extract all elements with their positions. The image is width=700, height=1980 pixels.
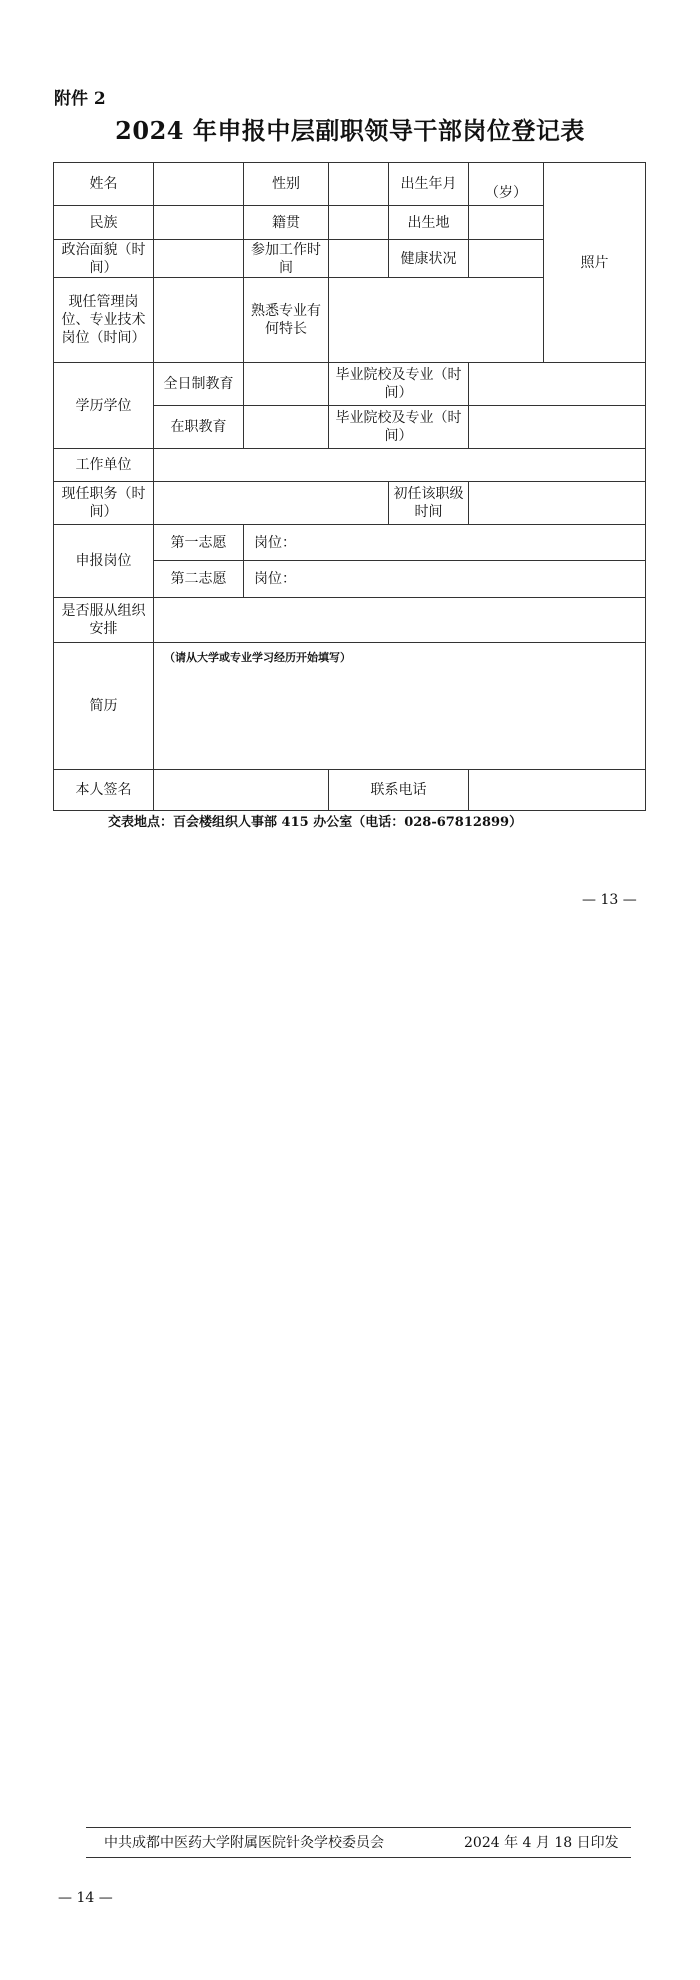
page-number-14: — 14 — <box>58 1890 113 1906</box>
label-health: 健康状况 <box>389 240 469 278</box>
input-work-start[interactable] <box>329 240 389 278</box>
label-signature: 本人签名 <box>54 770 154 811</box>
input-first-time[interactable] <box>469 482 646 525</box>
label-choice-1: 第一志愿 <box>154 525 244 561</box>
input-political[interactable] <box>154 240 244 278</box>
label-apply-post: 申报岗位 <box>54 525 154 598</box>
label-birthplace: 出生地 <box>389 206 469 240</box>
label-education: 学历学位 <box>54 363 154 449</box>
registration-form <box>53 162 646 811</box>
label-work-start: 参加工作时间 <box>244 240 329 278</box>
input-gender[interactable] <box>329 163 389 206</box>
input-health[interactable] <box>469 240 544 278</box>
input-native-place[interactable] <box>329 206 389 240</box>
attachment-label: 附件 2 <box>54 89 106 109</box>
input-obey[interactable] <box>154 598 646 643</box>
label-current-title: 现任职务（时间） <box>54 482 154 525</box>
page-number-13: — 13 — <box>582 892 637 908</box>
label-current-post: 现任管理岗位、专业技术岗位（时间） <box>54 278 154 363</box>
submission-note: 交表地点：百会楼组织人事部 415 办公室（电话：028-67812899） <box>108 815 523 830</box>
label-familiar: 熟悉专业有何特长 <box>244 278 329 363</box>
input-signature[interactable] <box>154 770 329 811</box>
input-inservice[interactable] <box>244 406 329 449</box>
input-school-inservice[interactable] <box>469 406 646 449</box>
label-ethnicity: 民族 <box>54 206 154 240</box>
input-fulltime[interactable] <box>244 363 329 406</box>
input-current-post[interactable] <box>154 278 244 363</box>
input-familiar[interactable] <box>329 278 544 363</box>
input-work-unit[interactable] <box>154 449 646 482</box>
label-obey: 是否服从组织安排 <box>54 598 154 643</box>
label-birth: 出生年月 <box>389 163 469 206</box>
document-title: 2024 年申报中层副职领导干部岗位登记表 <box>115 116 585 145</box>
label-native-place: 籍贯 <box>244 206 329 240</box>
label-school-inservice: 毕业院校及专业（时间） <box>329 406 469 449</box>
label-first-time: 初任该职级时间 <box>389 482 469 525</box>
input-current-title[interactable] <box>154 482 389 525</box>
label-name: 姓名 <box>54 163 154 206</box>
label-choice-2: 第二志愿 <box>154 561 244 598</box>
input-phone[interactable] <box>469 770 646 811</box>
footer-organization: 中共成都中医药大学附属医院针灸学校委员会 <box>104 1835 384 1851</box>
input-school-fulltime[interactable] <box>469 363 646 406</box>
footer-rule-top <box>86 1827 631 1828</box>
photo-box: 照片 <box>544 163 646 363</box>
input-resume[interactable]: （请从大学或专业学习经历开始填写） <box>154 643 646 770</box>
label-phone: 联系电话 <box>329 770 469 811</box>
label-school-fulltime: 毕业院校及专业（时间） <box>329 363 469 406</box>
input-birth-age[interactable]: （岁） <box>469 163 544 206</box>
input-choice-2[interactable]: 岗位： <box>244 561 646 598</box>
input-choice-1[interactable]: 岗位： <box>244 525 646 561</box>
label-inservice: 在职教育 <box>154 406 244 449</box>
label-work-unit: 工作单位 <box>54 449 154 482</box>
label-political: 政治面貌（时间） <box>54 240 154 278</box>
label-resume: 简历 <box>54 643 154 770</box>
label-fulltime: 全日制教育 <box>154 363 244 406</box>
input-ethnicity[interactable] <box>154 206 244 240</box>
input-birthplace[interactable] <box>469 206 544 240</box>
label-gender: 性别 <box>244 163 329 206</box>
footer-rule-bottom <box>86 1857 631 1858</box>
input-name[interactable] <box>154 163 244 206</box>
footer-date: 2024 年 4 月 18 日印发 <box>464 1835 619 1851</box>
